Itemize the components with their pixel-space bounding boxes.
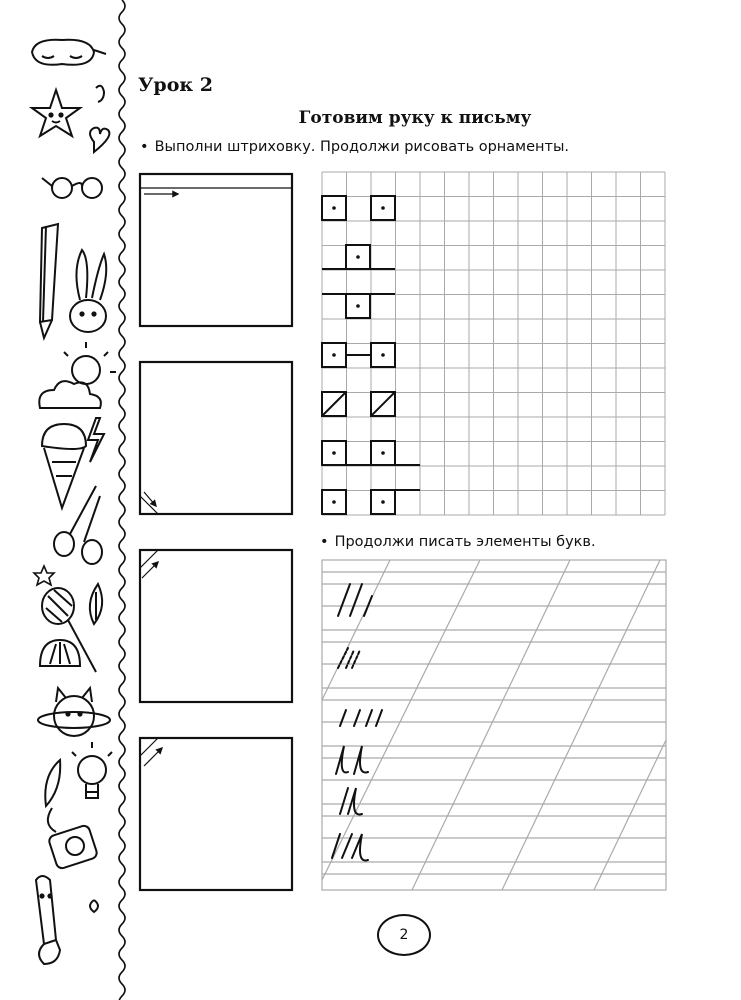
hatching-boxes <box>130 160 310 910</box>
hatch-box-horizontal <box>140 174 292 326</box>
light-bulb-icon <box>72 742 112 798</box>
ruling-frame <box>322 560 666 890</box>
brush-icon <box>36 876 98 964</box>
bunny-icon <box>70 250 106 332</box>
ornament-grid <box>310 160 680 520</box>
page-number: 2 <box>377 914 431 956</box>
hatch-box-diagonal-right-2 <box>140 738 292 890</box>
letter-practice-lines <box>310 550 680 900</box>
ornament-row-squares-with-diagonals <box>322 392 395 416</box>
letter-row-hook-sticks <box>336 746 368 774</box>
letter-row-short-slanted-sticks <box>338 648 360 668</box>
ruling-line-slanted <box>412 560 570 890</box>
leaf-icon <box>45 584 102 806</box>
star-icon <box>34 566 54 585</box>
wavy-border-line <box>119 0 125 1000</box>
hatch-box-diagonal-left <box>140 362 292 514</box>
sun-cloud-icon <box>39 342 116 408</box>
glasses-icon <box>42 178 102 198</box>
ruling-line-slanted <box>322 560 480 880</box>
letter-row-slanted-sticks <box>338 584 372 616</box>
shell-icon <box>40 640 80 666</box>
camera-icon <box>48 808 98 870</box>
ruling-line-slanted <box>594 740 666 890</box>
ruling-line-slanted <box>502 560 660 890</box>
scissors-icon <box>54 486 102 564</box>
pencil-icon <box>40 224 58 338</box>
lightning-icon <box>88 418 104 462</box>
ice-cream-icon <box>42 424 86 508</box>
instruction-shading-text: Выполни штриховку. Продолжи рисовать орнаменты. <box>154 139 570 155</box>
letter-row-stick-pairs <box>340 710 382 726</box>
cat-planet-icon <box>38 688 110 736</box>
sleep-mask-icon <box>32 40 106 65</box>
page-heading: Готовим руку к письму <box>298 108 532 128</box>
instruction-letters <box>320 534 596 550</box>
letter-row-loop-sticks <box>340 788 362 814</box>
bullet-icon: • <box>320 534 329 550</box>
instruction-shading <box>140 139 569 155</box>
doodle-sidebar <box>0 0 130 1000</box>
instruction-letters-text: Продолжи писать элементы букв. <box>334 534 596 550</box>
lesson-title: Урок 2 <box>138 74 213 96</box>
ruled-lines <box>322 560 666 890</box>
star-face-icon <box>32 90 80 136</box>
heart-icon <box>90 86 109 152</box>
bullet-icon: • <box>140 139 149 155</box>
hatch-box-diagonal-right-1 <box>140 550 292 702</box>
